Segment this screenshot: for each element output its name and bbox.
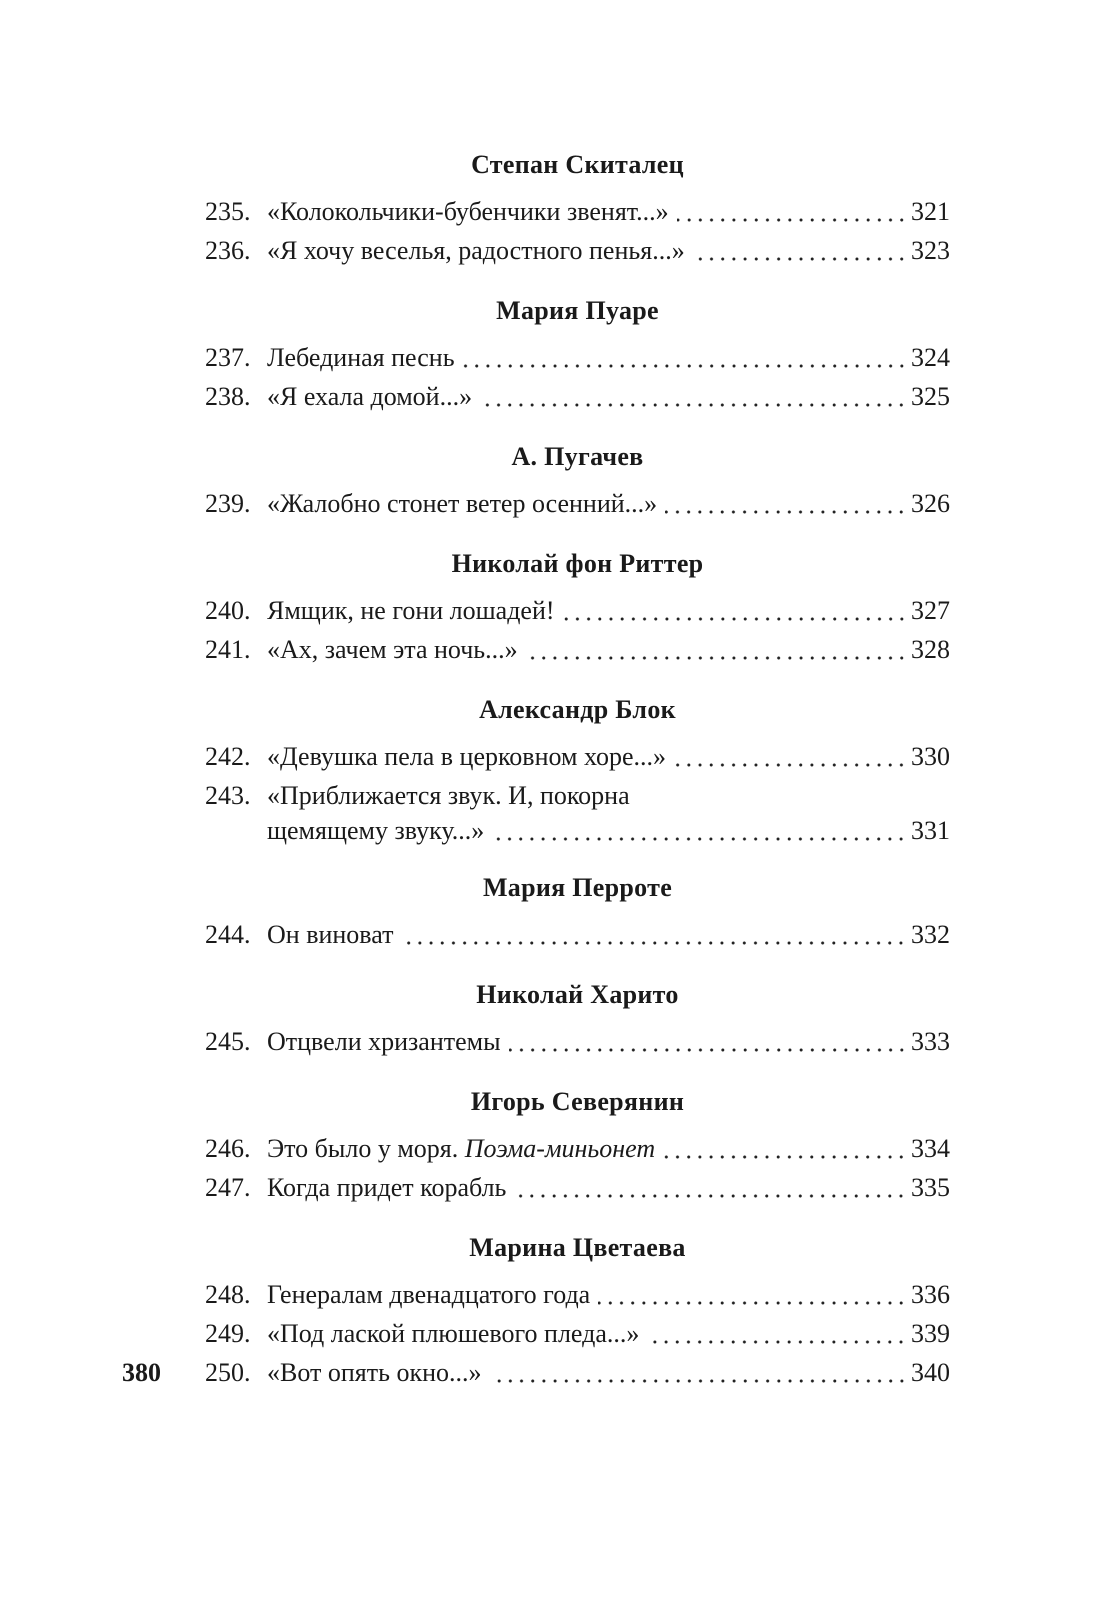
- entry-title-wrap: [267, 1129, 655, 1168]
- toc-entry[interactable]: [205, 231, 950, 270]
- entry-title-wrap: [267, 192, 669, 231]
- entry-page-number: 335: [911, 1173, 950, 1202]
- table-of-contents: [122, 145, 950, 1392]
- entry-title-wrap: [267, 377, 472, 416]
- section-author-heading: Степан Скиталец: [471, 150, 684, 179]
- dot-leader: [677, 213, 907, 223]
- entry-page-number: 340: [911, 1358, 950, 1387]
- dot-leader: [514, 1189, 907, 1199]
- entry-number: 244.: [205, 920, 251, 949]
- entry-title: Генералам двенадцатого года: [267, 1280, 591, 1309]
- entry-page-number: 326: [911, 489, 950, 518]
- entry-title: «Колокольчики-бубенчики звенят...»: [267, 197, 669, 226]
- entry-title-wrap: [267, 630, 518, 669]
- entry-page-number: 324: [911, 343, 950, 372]
- toc-entry[interactable]: [205, 737, 950, 776]
- entry-title: Лебединая песнь: [267, 343, 455, 372]
- entry-number: 238.: [205, 382, 251, 411]
- section-author-heading: Николай фон Риттер: [451, 549, 704, 578]
- dot-leader: [663, 1150, 907, 1160]
- dot-leader: [509, 1043, 907, 1053]
- entry-page-number: 330: [911, 742, 950, 771]
- entry-page-number: 334: [911, 1134, 950, 1163]
- entry-page-number: 331: [911, 816, 950, 845]
- entry-title-wrap: [267, 484, 657, 523]
- entry-page-number: 328: [911, 635, 950, 664]
- toc-entry[interactable]: [205, 630, 950, 669]
- toc-entry-continuation[interactable]: [205, 815, 950, 847]
- entry-number: 243.: [205, 781, 251, 810]
- dot-leader: [693, 252, 907, 262]
- page-folio: 380: [122, 1358, 161, 1387]
- toc-entry[interactable]: [205, 338, 950, 377]
- entry-page-number: 323: [911, 236, 950, 265]
- entry-page-number: 321: [911, 197, 950, 226]
- section-author-heading: А. Пугачев: [511, 442, 644, 471]
- entry-title: «Вот опять окно...»: [267, 1358, 482, 1387]
- section-author-heading: Николай Харито: [476, 980, 679, 1009]
- entry-number: 245.: [205, 1027, 251, 1056]
- entry-page-number: 327: [911, 596, 950, 625]
- toc-entry[interactable]: [205, 484, 950, 523]
- toc-entry[interactable]: [205, 1022, 950, 1061]
- dot-leader: [563, 612, 907, 622]
- dot-leader: [674, 758, 907, 768]
- section-author-heading: Игорь Северянин: [470, 1087, 685, 1116]
- section-author-heading: Мария Перроте: [482, 873, 673, 902]
- entry-title-wrap: [267, 1022, 501, 1061]
- toc-entry[interactable]: [205, 192, 950, 231]
- entry-number: 237.: [205, 343, 251, 372]
- entry-number: 250.: [205, 1358, 251, 1387]
- entry-title: «Я ехала домой...»: [267, 382, 473, 411]
- toc-entry[interactable]: [205, 377, 950, 416]
- entry-number: 241.: [205, 635, 251, 664]
- toc-entry[interactable]: [122, 1353, 950, 1392]
- dot-leader: [490, 1374, 908, 1384]
- entry-page-number: 325: [911, 382, 950, 411]
- entry-number: 248.: [205, 1280, 251, 1309]
- toc-entry[interactable]: [205, 776, 950, 815]
- entry-number: 242.: [205, 742, 251, 771]
- entry-page-number: 333: [911, 1027, 950, 1056]
- toc-entry[interactable]: [205, 1275, 950, 1314]
- entry-title-wrap: [267, 591, 555, 630]
- toc-entry[interactable]: [205, 591, 950, 630]
- dot-leader: [480, 398, 907, 408]
- entry-title: «Жалобно стонет ветер осенний...»: [267, 489, 658, 518]
- section-author-heading: Александр Блок: [479, 695, 676, 724]
- section-author-heading: Мария Пуаре: [496, 296, 659, 325]
- toc-entry[interactable]: [205, 1314, 950, 1353]
- entry-title: Это было у моря.: [267, 1134, 459, 1163]
- toc-entry[interactable]: [205, 1129, 950, 1168]
- entry-title-wrap: [267, 1314, 639, 1353]
- entry-title-wrap: [267, 737, 666, 776]
- entry-number: 247.: [205, 1173, 251, 1202]
- entry-title: «Девушка пела в церковном хоре...»: [267, 742, 666, 771]
- entry-title: «Приближается звук. И, покорна: [267, 781, 630, 810]
- dot-leader: [401, 936, 907, 946]
- entry-title: «Под лаской плюшевого пледа...»: [267, 1319, 640, 1348]
- entry-title-wrap: [267, 1275, 590, 1314]
- entry-title: Отцвели хризантемы: [267, 1027, 501, 1056]
- entry-title: Ямщик, не гони лошадей!: [267, 596, 555, 625]
- entry-title-wrap: [267, 231, 685, 270]
- entry-number: 239.: [205, 489, 251, 518]
- dot-leader: [647, 1335, 907, 1345]
- toc-entry[interactable]: [205, 915, 950, 954]
- section-author-heading: Марина Цветаева: [469, 1233, 686, 1262]
- entry-page-number: 339: [911, 1319, 950, 1348]
- dot-leader: [598, 1296, 907, 1306]
- dot-leader: [463, 359, 907, 369]
- entry-number: 240.: [205, 596, 251, 625]
- dot-leader: [492, 832, 907, 842]
- entry-page-number: 336: [911, 1280, 950, 1309]
- dot-leader: [665, 505, 907, 515]
- entry-subtitle: Поэма-миньонет: [464, 1134, 656, 1163]
- entry-title-wrap: [267, 1353, 482, 1392]
- dot-leader: [526, 651, 907, 661]
- entry-title-wrap: [267, 1168, 506, 1207]
- entry-title-wrap: [267, 915, 393, 954]
- entry-number: 235.: [205, 197, 251, 226]
- entry-title-continuation: щемящему звуку...»: [267, 816, 485, 845]
- entry-title: Когда придет корабль: [267, 1173, 507, 1202]
- entry-title-wrap: [267, 338, 455, 377]
- toc-entry[interactable]: [205, 1168, 950, 1207]
- entry-title: «Я хочу веселья, радостного пенья...»: [267, 236, 685, 265]
- entry-page-number: 332: [911, 920, 950, 949]
- entry-number: 246.: [205, 1134, 251, 1163]
- entry-number: 236.: [205, 236, 251, 265]
- entry-title: «Ах, зачем эта ночь...»: [267, 635, 518, 664]
- entry-number: 249.: [205, 1319, 251, 1348]
- entry-title: Он виноват: [267, 920, 394, 949]
